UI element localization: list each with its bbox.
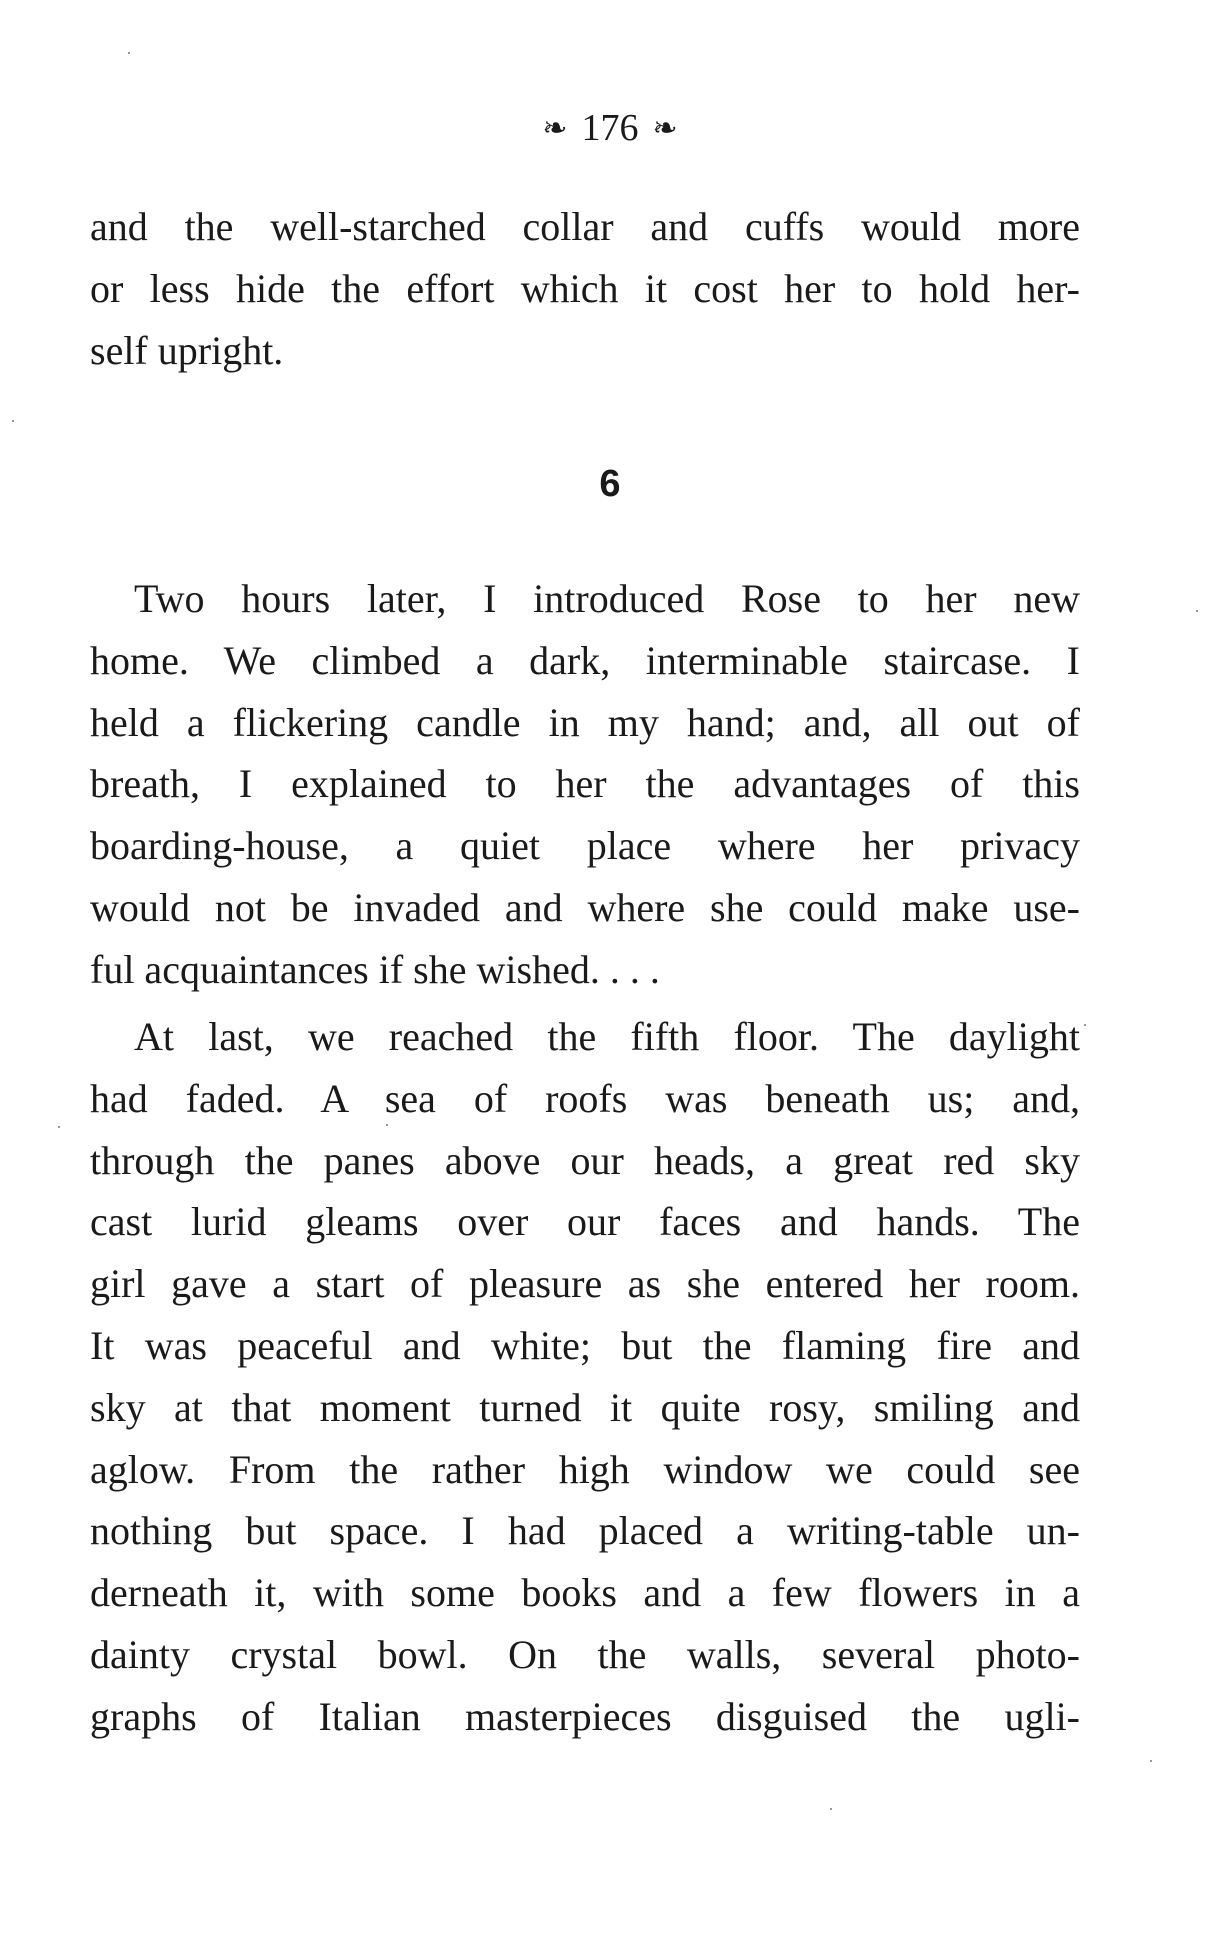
text-line: and the well-starched collar and cuffs would more — [90, 204, 1080, 249]
text-line: cast lurid gleams over our faces and hands. The — [90, 1199, 1080, 1245]
continued-paragraph — [90, 196, 1080, 381]
paper-speck — [1150, 1760, 1152, 1762]
text-line: graphs of Italian masterpieces disguised the ugli- — [90, 1693, 1080, 1739]
text-line: It was peaceful and white; but the flaming fire and — [90, 1322, 1080, 1368]
page-header — [0, 104, 1220, 153]
text-line: would not be invaded and where she could make use- — [90, 884, 1080, 930]
text-line: breath, I explained to her the advantages of this — [90, 761, 1080, 807]
text-line: or less hide the effort which it cost her to hold her- — [90, 265, 1080, 311]
text-line: derneath it, with some books and a few flowers in a — [90, 1570, 1080, 1616]
text-line: through the panes above our heads, a great red sky — [90, 1137, 1080, 1183]
paper-speck — [1084, 1024, 1086, 1026]
text-line: nothing but space. I had placed a writing-table un- — [90, 1508, 1080, 1554]
text-line: aglow. From the rather high window we could see — [90, 1446, 1080, 1492]
text-line: boarding-house, a quiet place where her privacy — [90, 823, 1080, 869]
text-line: Two hours later, I introduced Rose to her new — [134, 576, 1080, 621]
text-line: sky at that moment turned it quite rosy, smiling and — [90, 1384, 1080, 1430]
paper-speck — [830, 1808, 832, 1810]
paper-speck — [58, 1126, 60, 1128]
paper-speck — [128, 52, 130, 54]
text-line: dainty crystal bowl. On the walls, several photo- — [90, 1631, 1080, 1677]
paper-speck — [12, 420, 14, 422]
text-line: ful acquaintances if she wished. . . . — [90, 946, 660, 992]
fleuron-right-icon: ❧ — [652, 111, 678, 146]
page-number: 176 — [581, 107, 639, 149]
text-line: home. We climbed a dark, interminable staircase. I — [90, 637, 1080, 683]
paragraph-2 — [90, 1006, 1080, 1748]
chapter-number: 6 — [599, 463, 621, 505]
text-line: self upright. — [90, 327, 284, 373]
text-line: girl gave a start of pleasure as she entered her room. — [90, 1261, 1080, 1307]
paper-speck — [1196, 610, 1198, 612]
text-line: At last, we reached the fifth floor. The daylight — [134, 1014, 1080, 1059]
fleuron-left-icon: ❧ — [542, 111, 568, 146]
paper-speck — [386, 1124, 388, 1126]
paragraph-1 — [90, 568, 1080, 1001]
text-line: held a flickering candle in my hand; and, all out of — [90, 699, 1080, 745]
text-line: had faded. A sea of roofs was beneath us; and, — [90, 1075, 1080, 1121]
